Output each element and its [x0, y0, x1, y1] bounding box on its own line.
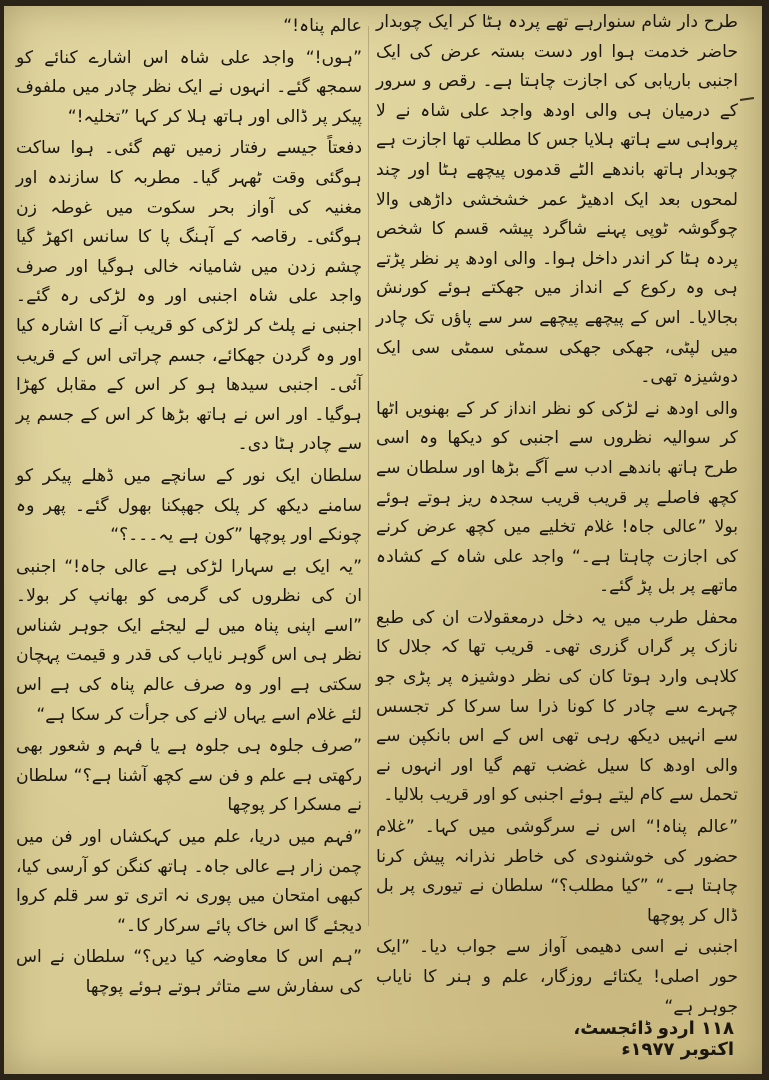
magazine-page — [4, 6, 762, 1074]
paragraph: عالم پناہ!“ — [283, 16, 362, 36]
paragraph: ”فہم میں دریا، علم میں کہکشاں اور فن میں چمن زار ہے عالی جاہ۔ ہاتھ کنگن کو آرسی کیا، کبھی امتحان میں پوری نہ اتری تو سر قلم کروا دیجئے گا اس خاک پائے سرکار کا۔“ — [16, 827, 362, 936]
paragraph: ”ہوں!“ واجد علی شاہ اس اشارے کنائے کو سمجھ گئے۔ انہوں نے ایک نظر چادر میں ملفوف پیکر پر ڈالی اور ہاتھ ہلا کر کہا ”تخلیہ!“ — [16, 47, 362, 127]
paragraph: سلطان ایک نور کے سانچے میں ڈھلے پیکر کو سامنے دیکھ کر پلک جھپکنا بھول گئے۔ پھر وہ چونکے اور پوچھا ”کون ہے یہ۔۔۔؟“ — [16, 465, 362, 546]
paragraph: محفل طرب میں یہ دخل درمعقولات ان کی طبع نازک پر گراں گزری تھی۔ قریب تھا کہ جلال کا کلاہی وارد ہوتا کان کی نظر دوشیزہ پر پڑی جو چہرے سے چادر کا کونا ذرا سا سرکا کر تجسس سے انہیں دیکھ رہی تھی اس کے اس بانکپن سے والی اودھ کا سیل غضب تھم گیا اور انہوں نے تحمل سے کام لیتے ہوئے اجنبی کو اور قریب بلالیا۔ — [376, 607, 738, 806]
column-divider — [368, 26, 369, 926]
paragraph: اجنبی نے اسی دھیمی آواز سے جواب دیا۔ ”ایک حور اصلی! یکتائے روزگار، علم و ہنر کا نایاب جوہر ہے“ — [376, 937, 738, 1017]
paragraph: والی اودھ نے لڑکی کو نظر انداز کر کے بھنویں اٹھا کر سوالیہ نظروں سے اجنبی کو دیکھا وہ اسی طرح ہاتھ باندھے ادب سے آگے بڑھا اور سلطان سے کچھ فاصلے پر قریب قریب سجدہ ریز ہوتے ہوئے بولا ”عالی جاہ! غلام تخلیے میں کچھ عرض کرنے کی اجازت چاہتا ہے۔“ واجد علی شاہ کے کشادہ ماتھے پر بل پڑ گئے۔ — [376, 398, 738, 597]
paragraph: ”صرف جلوہ ہی جلوہ ہے یا فہم و شعور بھی رکھتی ہے علم و فن سے کچھ آشنا ہے؟“ سلطان نے مسکرا کر پوچھا — [16, 736, 362, 816]
paragraph: طرح دار شام سنوارہے تھے پردہ ہٹا کر ایک چوبدار حاضر خدمت ہوا اور دست بستہ عرض کی ایک اجنبی باریابی کی اجازت چاہتا ہے۔ رقص و سرور کے درمیان ہی والی اودھ واجد علی شاہ نے لا پرواہی سے ہاتھ ہلایا جس کا مطلب تھا اجازت ہے چوبدار ہاتھ باندھے الٹے قدموں پیچھے ہٹا اور چند لمحوں بعد ایک ادھیڑ عمر خشخشی داڑھی والا چوگوشہ ٹوپی پہنے شاگرد پیشہ قسم کا شخص پردہ ہٹا کر اندر داخل ہوا۔ والی اودھ پر نظر پڑتے ہی وہ رکوع کے انداز میں جھکتے ہوئے کورنش بجالایا۔ اس کے پیچھے پیچھے سر سے پاؤں تک چادر میں لپٹی، جھکی جھکی سمٹی سمٹی سی ایک دوشیزہ تھی۔ — [376, 12, 738, 388]
paragraph: دفعتاً جیسے رفتار زمیں تھم گئی۔ ہوا ساکت ہوگئی وقت ٹھہر گیا۔ مطربہ کا سازندہ اور مغنیہ کی آواز بحر سکوت میں غوطہ زن ہوگئی۔ رقاصہ کے آہنگ پا کا سانس اکھڑ گیا چشم زدن میں شامیانہ خالی ہوگیا اور صرف واجد علی شاہ اجنبی اور وہ لڑکی رہ گئے۔ اجنبی نے پلٹ کر لڑکی کو قریب آنے کا اشارہ کیا اور وہ گردن جھکائے، جسم چراتی اس کے قریب آئی۔ اجنبی سیدھا ہو کر اس کے مقابل کھڑا ہوگیا۔ اور اس نے ہاتھ بڑھا کر اس کے جسم پر سے چادر ہٹا دی۔ — [16, 138, 362, 455]
paragraph: ”یہ ایک بے سہارا لڑکی ہے عالی جاہ!“ اجنبی ان کی نظروں کی گرمی کو بھانپ کر بولا۔ ”اسے اپنی پناہ میں لے لیجئے ایک جوہر شناس نظر ہی اس گوہر نایاب کی قدر و قیمت پہچان سکتی ہے اور وہ صرف عالم پناہ کی ہے اس لئے غلام اسے یہاں لانے کی جرأت کر سکا ہے“ — [16, 556, 362, 725]
page-footer: ۱۱۸ اردو ڈائجسٹ، اکتوبر ۱۹۷۷ء — [573, 1018, 734, 1060]
paragraph: ”عالم پناہ!“ اس نے سرگوشی میں کہا۔ ”غلام حضور کی خوشنودی کی خاطر نذرانہ پیش کرنا چاہتا ہے۔“ ”کیا مطلب؟“ سلطان نے تیوری پر بل ڈال کر پوچھا — [376, 817, 738, 926]
paragraph: ”ہم اس کا معاوضہ کیا دیں؟“ سلطان نے اس کی سفارش سے متاثر ہوتے ہوئے پوچھا — [16, 947, 362, 997]
left-column — [16, 12, 362, 1012]
margin-mark — [740, 97, 754, 101]
right-column — [376, 8, 738, 1017]
